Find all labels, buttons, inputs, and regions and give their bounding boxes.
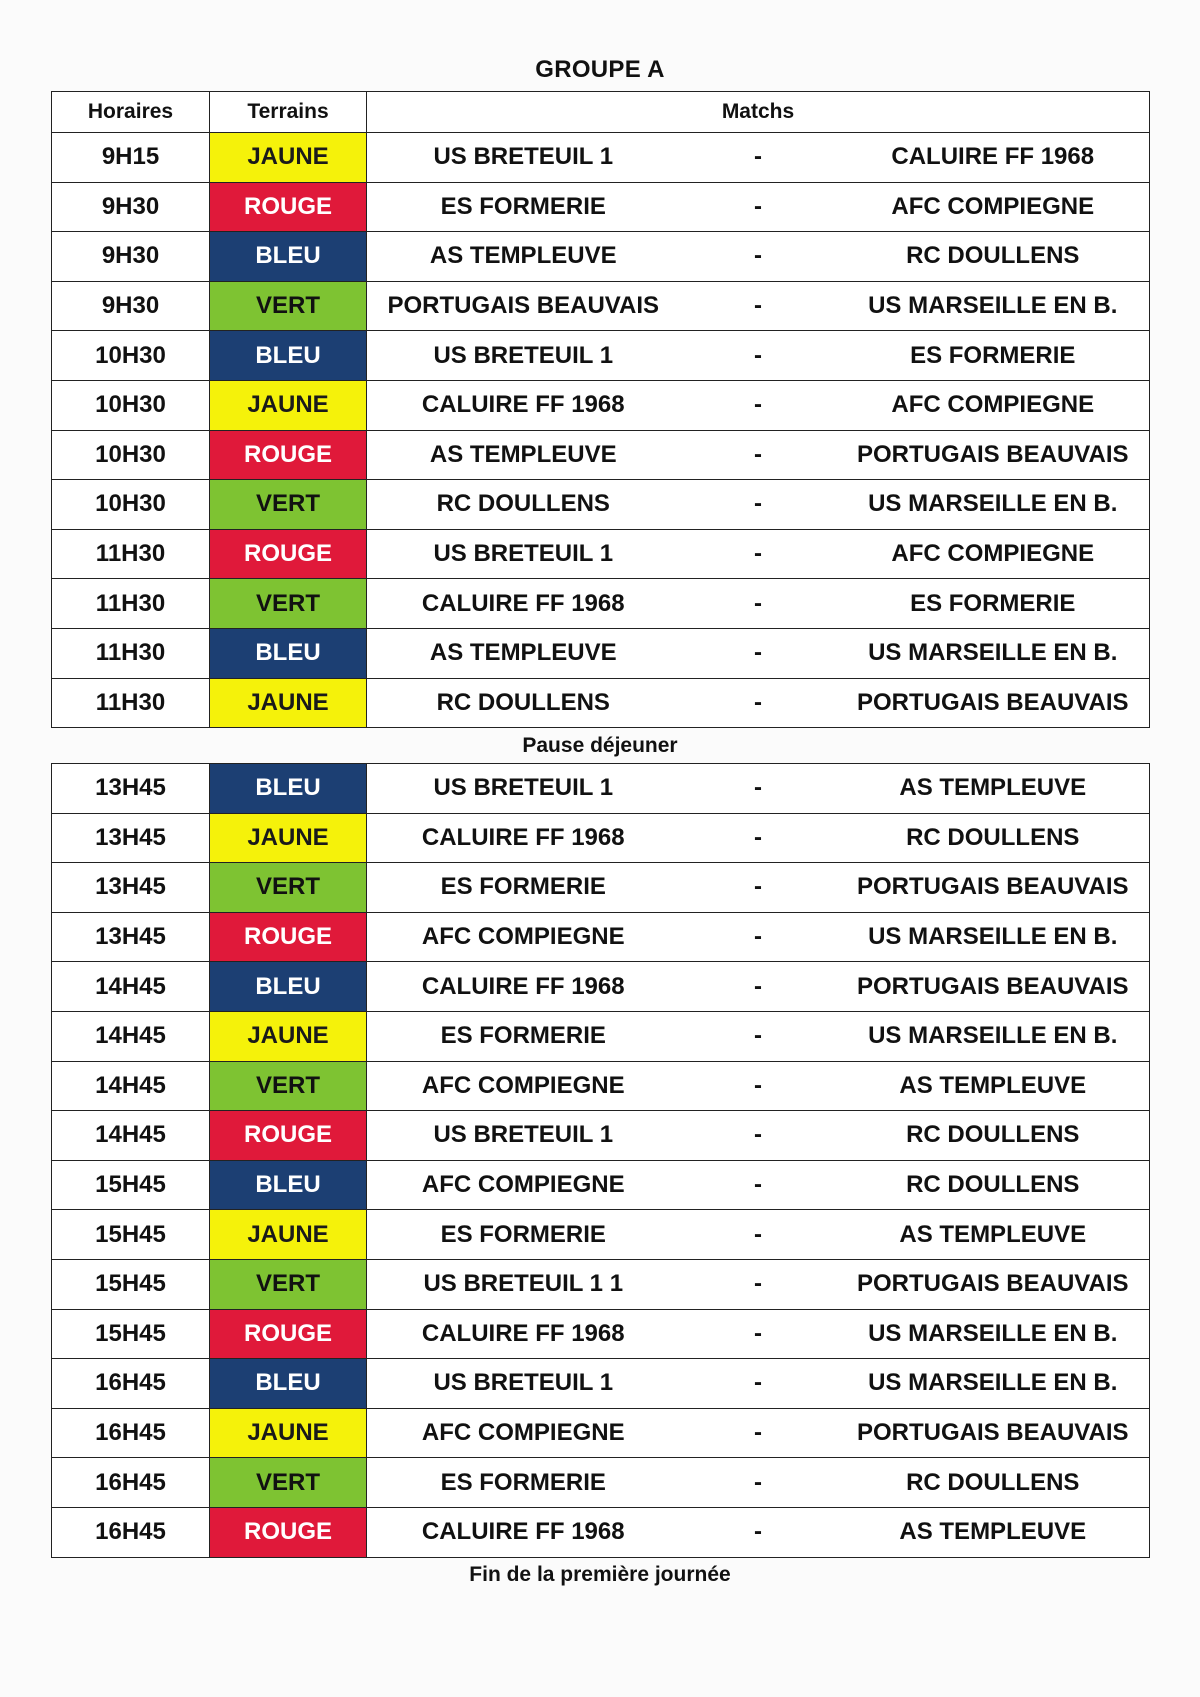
separator-cell: -: [680, 1507, 837, 1557]
time-cell: 15H45: [52, 1309, 210, 1359]
away-team-cell: RC DOULLENS: [837, 1160, 1150, 1210]
table-row: [52, 133, 1150, 183]
away-team-cell: US MARSEILLE EN B.: [837, 1011, 1150, 1061]
field-cell: BLEU: [210, 628, 367, 678]
time-cell: 10H30: [52, 480, 210, 530]
table-row: [52, 529, 1150, 579]
separator-cell: -: [680, 1259, 837, 1309]
table-row: [52, 430, 1150, 480]
table-row: [52, 281, 1150, 331]
time-cell: 11H30: [52, 529, 210, 579]
away-team-cell: ES FORMERIE: [837, 579, 1150, 629]
field-cell: ROUGE: [210, 430, 367, 480]
home-team-cell: US BRETEUIL 1: [367, 764, 680, 814]
morning-schedule-table: [51, 91, 1150, 728]
separator-cell: -: [680, 1111, 837, 1161]
away-team-cell: PORTUGAIS BEAUVAIS: [837, 1259, 1150, 1309]
field-cell: BLEU: [210, 962, 367, 1012]
separator-cell: -: [680, 380, 837, 430]
table-row: [52, 1061, 1150, 1111]
table-row: [52, 1408, 1150, 1458]
separator-cell: -: [680, 281, 837, 331]
table-row: [52, 1210, 1150, 1260]
pause-label: Pause déjeuner: [522, 734, 678, 757]
separator-cell: -: [680, 430, 837, 480]
time-cell: 9H30: [52, 182, 210, 232]
away-team-cell: PORTUGAIS BEAUVAIS: [837, 863, 1150, 913]
home-team-cell: PORTUGAIS BEAUVAIS: [367, 281, 680, 331]
separator-cell: -: [680, 1061, 837, 1111]
home-team-cell: CALUIRE FF 1968: [367, 813, 680, 863]
separator-cell: -: [680, 628, 837, 678]
separator-cell: -: [680, 1011, 837, 1061]
field-cell: VERT: [210, 863, 367, 913]
home-team-cell: ES FORMERIE: [367, 863, 680, 913]
home-team-cell: US BRETEUIL 1: [367, 1359, 680, 1409]
afternoon-rows: [52, 764, 1150, 1558]
time-cell: 11H30: [52, 628, 210, 678]
table-header-row: [52, 92, 1150, 133]
time-cell: 14H45: [52, 1061, 210, 1111]
separator-cell: -: [680, 1359, 837, 1409]
field-cell: VERT: [210, 1061, 367, 1111]
separator-cell: -: [680, 1458, 837, 1508]
home-team-cell: AFC COMPIEGNE: [367, 1160, 680, 1210]
separator-cell: -: [680, 331, 837, 381]
end-of-day-label: Fin de la première journée: [469, 1563, 731, 1586]
field-cell: BLEU: [210, 764, 367, 814]
away-team-cell: AFC COMPIEGNE: [837, 529, 1150, 579]
header-horaires: Horaires: [52, 92, 210, 133]
page-title: GROUPE A: [535, 56, 665, 83]
home-team-cell: US BRETEUIL 1: [367, 1111, 680, 1161]
away-team-cell: RC DOULLENS: [837, 232, 1150, 282]
separator-cell: -: [680, 133, 837, 183]
time-cell: 16H45: [52, 1359, 210, 1409]
time-cell: 14H45: [52, 1111, 210, 1161]
morning-rows: [52, 133, 1150, 728]
home-team-cell: US BRETEUIL 1: [367, 529, 680, 579]
time-cell: 16H45: [52, 1408, 210, 1458]
field-cell: ROUGE: [210, 912, 367, 962]
away-team-cell: RC DOULLENS: [837, 813, 1150, 863]
time-cell: 13H45: [52, 912, 210, 962]
separator-cell: -: [680, 962, 837, 1012]
table-row: [52, 962, 1150, 1012]
field-cell: ROUGE: [210, 1309, 367, 1359]
field-cell: VERT: [210, 1458, 367, 1508]
separator-cell: -: [680, 1408, 837, 1458]
time-cell: 15H45: [52, 1259, 210, 1309]
field-cell: BLEU: [210, 331, 367, 381]
field-cell: ROUGE: [210, 1507, 367, 1557]
separator-cell: -: [680, 529, 837, 579]
field-cell: VERT: [210, 1259, 367, 1309]
home-team-cell: AS TEMPLEUVE: [367, 232, 680, 282]
away-team-cell: US MARSEILLE EN B.: [837, 281, 1150, 331]
away-team-cell: RC DOULLENS: [837, 1111, 1150, 1161]
home-team-cell: RC DOULLENS: [367, 678, 680, 728]
away-team-cell: AS TEMPLEUVE: [837, 1061, 1150, 1111]
time-cell: 9H15: [52, 133, 210, 183]
table-row: [52, 1160, 1150, 1210]
home-team-cell: AS TEMPLEUVE: [367, 430, 680, 480]
field-cell: JAUNE: [210, 678, 367, 728]
field-cell: BLEU: [210, 232, 367, 282]
field-cell: BLEU: [210, 1160, 367, 1210]
table-row: [52, 1309, 1150, 1359]
table-row: [52, 1259, 1150, 1309]
time-cell: 13H45: [52, 863, 210, 913]
home-team-cell: RC DOULLENS: [367, 480, 680, 530]
time-cell: 9H30: [52, 232, 210, 282]
away-team-cell: PORTUGAIS BEAUVAIS: [837, 678, 1150, 728]
field-cell: BLEU: [210, 1359, 367, 1409]
field-cell: VERT: [210, 480, 367, 530]
home-team-cell: ES FORMERIE: [367, 182, 680, 232]
home-team-cell: CALUIRE FF 1968: [367, 962, 680, 1012]
home-team-cell: ES FORMERIE: [367, 1210, 680, 1260]
time-cell: 13H45: [52, 813, 210, 863]
field-cell: ROUGE: [210, 1111, 367, 1161]
afternoon-schedule-table: [51, 763, 1150, 1558]
away-team-cell: US MARSEILLE EN B.: [837, 480, 1150, 530]
home-team-cell: US BRETEUIL 1: [367, 331, 680, 381]
separator-cell: -: [680, 863, 837, 913]
time-cell: 14H45: [52, 1011, 210, 1061]
time-cell: 11H30: [52, 678, 210, 728]
field-cell: VERT: [210, 579, 367, 629]
away-team-cell: AS TEMPLEUVE: [837, 1507, 1150, 1557]
table-row: [52, 1458, 1150, 1508]
home-team-cell: CALUIRE FF 1968: [367, 380, 680, 430]
table-row: [52, 579, 1150, 629]
separator-cell: -: [680, 1309, 837, 1359]
time-cell: 14H45: [52, 962, 210, 1012]
time-cell: 10H30: [52, 380, 210, 430]
time-cell: 13H45: [52, 764, 210, 814]
home-team-cell: AFC COMPIEGNE: [367, 1408, 680, 1458]
home-team-cell: US BRETEUIL 1: [367, 133, 680, 183]
table-row: [52, 1011, 1150, 1061]
table-row: [52, 764, 1150, 814]
separator-cell: -: [680, 678, 837, 728]
away-team-cell: ES FORMERIE: [837, 331, 1150, 381]
home-team-cell: US BRETEUIL 1 1: [367, 1259, 680, 1309]
separator-cell: -: [680, 182, 837, 232]
away-team-cell: PORTUGAIS BEAUVAIS: [837, 430, 1150, 480]
time-cell: 15H45: [52, 1160, 210, 1210]
table-row: [52, 1507, 1150, 1557]
separator-cell: -: [680, 579, 837, 629]
field-cell: JAUNE: [210, 1011, 367, 1061]
home-team-cell: AS TEMPLEUVE: [367, 628, 680, 678]
table-row: [52, 232, 1150, 282]
table-row: [52, 813, 1150, 863]
separator-cell: -: [680, 813, 837, 863]
home-team-cell: CALUIRE FF 1968: [367, 1309, 680, 1359]
away-team-cell: AFC COMPIEGNE: [837, 182, 1150, 232]
field-cell: ROUGE: [210, 182, 367, 232]
field-cell: JAUNE: [210, 813, 367, 863]
separator-cell: -: [680, 480, 837, 530]
home-team-cell: ES FORMERIE: [367, 1011, 680, 1061]
table-row: [52, 1111, 1150, 1161]
table-row: [52, 628, 1150, 678]
field-cell: JAUNE: [210, 133, 367, 183]
header-matchs: Matchs: [367, 92, 1150, 133]
time-cell: 15H45: [52, 1210, 210, 1260]
table-row: [52, 182, 1150, 232]
home-team-cell: CALUIRE FF 1968: [367, 579, 680, 629]
separator-cell: -: [680, 232, 837, 282]
table-row: [52, 863, 1150, 913]
away-team-cell: US MARSEILLE EN B.: [837, 1359, 1150, 1409]
separator-cell: -: [680, 764, 837, 814]
away-team-cell: US MARSEILLE EN B.: [837, 1309, 1150, 1359]
time-cell: 11H30: [52, 579, 210, 629]
field-cell: JAUNE: [210, 380, 367, 430]
home-team-cell: AFC COMPIEGNE: [367, 1061, 680, 1111]
away-team-cell: RC DOULLENS: [837, 1458, 1150, 1508]
away-team-cell: CALUIRE FF 1968: [837, 133, 1150, 183]
away-team-cell: US MARSEILLE EN B.: [837, 912, 1150, 962]
away-team-cell: AS TEMPLEUVE: [837, 764, 1150, 814]
table-row: [52, 1359, 1150, 1409]
header-terrains: Terrains: [210, 92, 367, 133]
home-team-cell: CALUIRE FF 1968: [367, 1507, 680, 1557]
time-cell: 10H30: [52, 331, 210, 381]
time-cell: 16H45: [52, 1458, 210, 1508]
table-row: [52, 380, 1150, 430]
table-row: [52, 678, 1150, 728]
field-cell: ROUGE: [210, 529, 367, 579]
table-row: [52, 331, 1150, 381]
time-cell: 16H45: [52, 1507, 210, 1557]
field-cell: JAUNE: [210, 1408, 367, 1458]
away-team-cell: US MARSEILLE EN B.: [837, 628, 1150, 678]
table-row: [52, 480, 1150, 530]
separator-cell: -: [680, 1210, 837, 1260]
field-cell: VERT: [210, 281, 367, 331]
away-team-cell: AFC COMPIEGNE: [837, 380, 1150, 430]
separator-cell: -: [680, 912, 837, 962]
home-team-cell: ES FORMERIE: [367, 1458, 680, 1508]
separator-cell: -: [680, 1160, 837, 1210]
away-team-cell: AS TEMPLEUVE: [837, 1210, 1150, 1260]
table-row: [52, 912, 1150, 962]
away-team-cell: PORTUGAIS BEAUVAIS: [837, 1408, 1150, 1458]
away-team-cell: PORTUGAIS BEAUVAIS: [837, 962, 1150, 1012]
time-cell: 10H30: [52, 430, 210, 480]
home-team-cell: AFC COMPIEGNE: [367, 912, 680, 962]
time-cell: 9H30: [52, 281, 210, 331]
field-cell: JAUNE: [210, 1210, 367, 1260]
